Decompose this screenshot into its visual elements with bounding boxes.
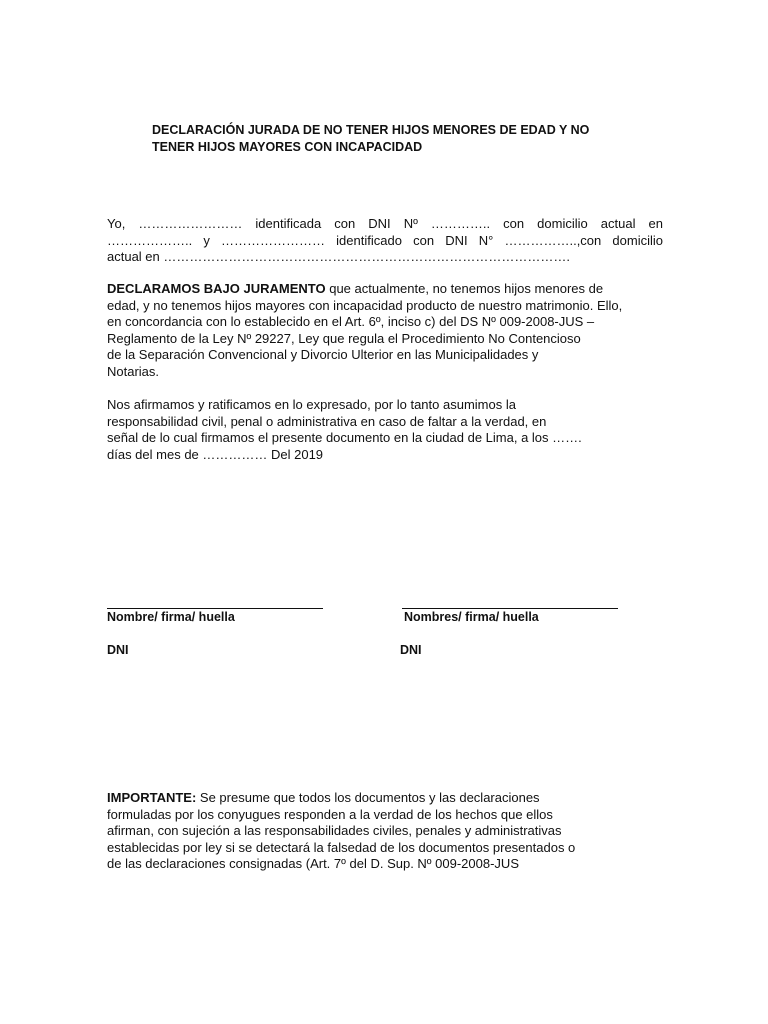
affirmation-line: responsabilidad civil, penal o administrativa en caso de faltar a la verdad, en: [107, 413, 547, 429]
declaration-paragraph: [107, 281, 663, 380]
signature-label-left: Nombre/ firma/ huella: [107, 610, 235, 624]
signature-label-right: Nombres/ firma/ huella: [404, 610, 539, 624]
document-title: [152, 122, 632, 156]
affirmation-line: Nos afirmamos y ratificamos en lo expresado, por lo tanto asumimos la: [107, 397, 516, 412]
title-line: TENER HIJOS MAYORES CON INCAPACIDAD: [152, 140, 423, 154]
signature-line-right: [402, 608, 618, 609]
intro-paragraph: [107, 216, 663, 266]
important-heading: IMPORTANTE:: [107, 790, 197, 805]
important-line: formuladas por los conyugues responden a la verdad de los hechos que ellos: [107, 806, 553, 822]
declaration-line: edad, y no tenemos hijos mayores con incapacidad producto de nuestro matrimonio. Ello,: [107, 297, 623, 313]
important-line: establecidas por ley si se detectará la falsedad de los documentos presentados o: [107, 839, 576, 855]
important-line: Se presume que todos los documentos y las declaraciones: [196, 790, 540, 805]
declaration-line: de la Separación Convencional y Divorcio Ulterior en las Municipalidades y: [107, 347, 539, 362]
declaration-line: que actualmente, no tenemos hijos menores de: [325, 281, 604, 296]
affirmation-line: señal de lo cual firmamos el presente documento en la ciudad de Lima, a los …….: [107, 430, 582, 445]
title-line: DECLARACIÓN JURADA DE NO TENER HIJOS MENORES DE EDAD Y NO: [152, 123, 590, 137]
important-line: de las declaraciones consignadas (Art. 7º del D. Sup. Nº 009-2008-JUS: [107, 856, 519, 871]
declaration-line: en concordancia con lo establecido en el Art. 6º, inciso c) del DS Nº 009-2008-JUS –: [107, 314, 595, 329]
signature-line-left: [107, 608, 323, 609]
declaration-line: Reglamento de la Ley Nº 29227, Ley que regula el Procedimiento No Contencioso: [107, 330, 581, 346]
dni-label-right: DNI: [400, 643, 422, 657]
important-line: afirman, con sujeción a las responsabilidades civiles, penales y administrativas: [107, 823, 562, 838]
declaration-line: Notarias.: [107, 363, 160, 379]
declaration-heading: DECLARAMOS BAJO JURAMENTO: [107, 281, 326, 296]
dni-label-left: DNI: [107, 643, 129, 657]
intro-line: actual en ………………………………………………………………………………….: [107, 249, 570, 264]
affirmation-paragraph: [107, 397, 663, 463]
intro-line: Yo, …………………… identificada con DNI Nº ………….. con domicilio actual en: [107, 216, 663, 231]
important-note: [107, 790, 663, 873]
intro-line: ……………….. y …………………… identificado con DNI N° ……………..,con domicilio: [107, 232, 663, 248]
affirmation-line: días del mes de …………… Del 2019: [107, 446, 324, 462]
